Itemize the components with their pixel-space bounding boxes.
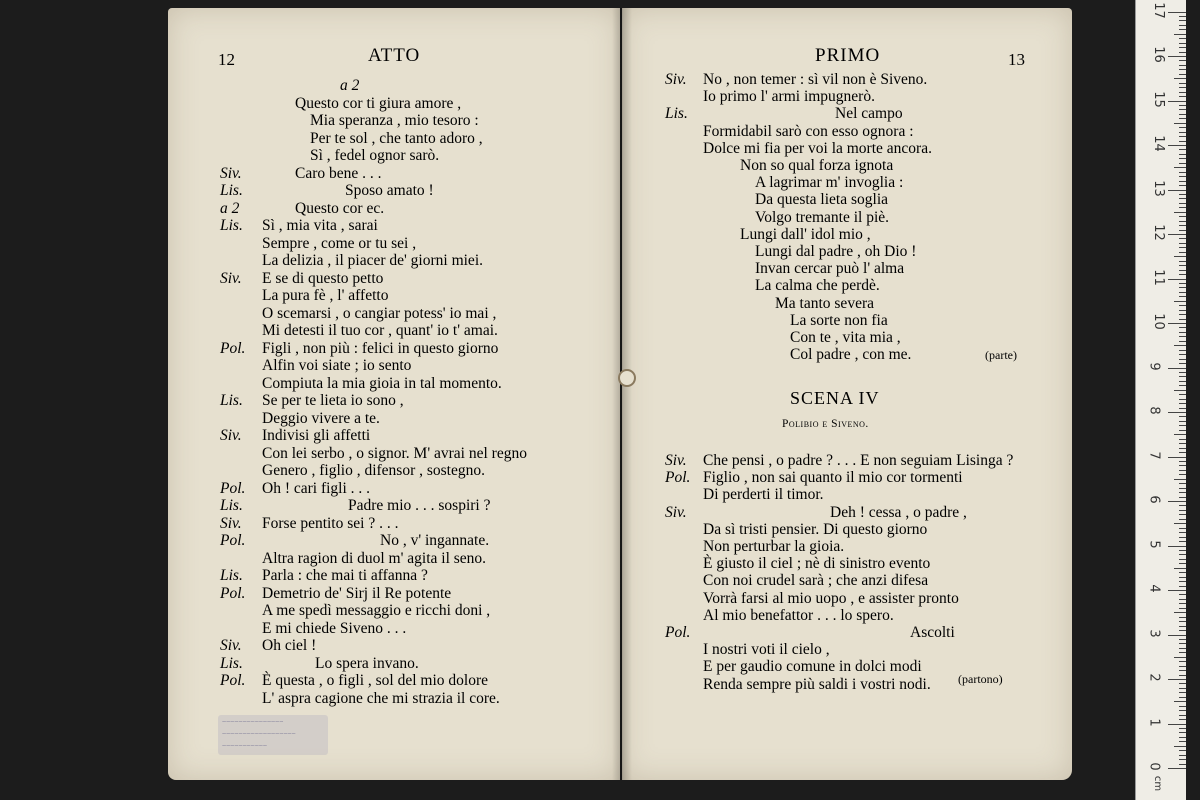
verse-line: Figli , non più : felici in questo giorno bbox=[262, 339, 499, 357]
ruler-minor-tick bbox=[1174, 167, 1186, 168]
ruler-minor-tick bbox=[1179, 675, 1186, 676]
verse-line: È giusto il ciel ; nè di sinistro evento bbox=[703, 555, 931, 573]
verse-line: Con te , vita mia , bbox=[790, 329, 901, 346]
ruler-label: 4 bbox=[1146, 584, 1162, 593]
ruler-major-tick bbox=[1168, 56, 1186, 57]
ruler-minor-tick bbox=[1179, 314, 1186, 315]
ruler-minor-tick bbox=[1179, 514, 1186, 515]
verse-line: Renda sempre più saldi i vostri nodi. bbox=[703, 675, 931, 693]
ruler-minor-tick bbox=[1179, 688, 1186, 689]
verse-line: Lungi dall' idol mio , bbox=[740, 225, 871, 243]
ruler-minor-tick bbox=[1179, 274, 1186, 275]
ruler-minor-tick bbox=[1179, 132, 1186, 133]
speaker-label: Pol. bbox=[665, 469, 691, 487]
ruler-minor-tick bbox=[1179, 737, 1186, 738]
speaker-label: Pol. bbox=[665, 624, 691, 641]
ruler-minor-tick bbox=[1174, 123, 1186, 124]
speaker-label: Siv. bbox=[220, 427, 242, 444]
ruler-minor-tick bbox=[1179, 43, 1186, 44]
ruler-minor-tick bbox=[1179, 283, 1186, 284]
verse-line: Col padre , con me. bbox=[790, 346, 912, 364]
verse-line: Deh ! cessa , o padre , bbox=[830, 503, 967, 521]
ruler-minor-tick bbox=[1179, 416, 1186, 417]
verse-line: Ascolti bbox=[910, 624, 955, 641]
verse-line: Oh ! cari figli . . . bbox=[262, 479, 371, 497]
verse-line: Oh ciel ! bbox=[262, 637, 317, 654]
ruler-minor-tick bbox=[1179, 372, 1186, 373]
ruler-minor-tick bbox=[1179, 261, 1186, 262]
verse-line: Deggio vivere a te. bbox=[262, 409, 380, 427]
ruler-minor-tick bbox=[1179, 198, 1186, 199]
ruler-minor-tick bbox=[1179, 296, 1186, 297]
verse-line: Lo spera invano. bbox=[315, 654, 419, 672]
ruler-minor-tick bbox=[1179, 403, 1186, 404]
ruler-label: 17 bbox=[1150, 1, 1166, 19]
ruler-minor-tick bbox=[1179, 203, 1186, 204]
ruler-minor-tick bbox=[1179, 381, 1186, 382]
ruler-minor-tick bbox=[1179, 83, 1186, 84]
ruler-minor-tick bbox=[1179, 586, 1186, 587]
ruler-minor-tick bbox=[1179, 265, 1186, 266]
scene-characters: Polibio e Siveno. bbox=[782, 418, 869, 430]
verse-line: A me spedì messaggio e ricchi doni , bbox=[262, 602, 491, 619]
ruler-minor-tick bbox=[1179, 163, 1186, 164]
verse-line: Volgo tremante il piè. bbox=[755, 208, 890, 226]
ruler-major-tick bbox=[1168, 323, 1186, 324]
verse-line: Formidabil sarò con esso ognora : bbox=[703, 122, 914, 140]
ruler-minor-tick bbox=[1179, 52, 1186, 53]
ruler-minor-tick bbox=[1179, 626, 1186, 627]
ruler-minor-tick bbox=[1174, 345, 1186, 346]
ruler-label: 13 bbox=[1150, 179, 1166, 197]
stage-direction-partono: (partono) bbox=[958, 672, 1003, 686]
ruler-label: 15 bbox=[1150, 90, 1166, 108]
verse-line: Invan cercar può l' alma bbox=[755, 260, 905, 278]
speaker-label: Siv. bbox=[220, 637, 242, 654]
ruler-minor-tick bbox=[1179, 510, 1186, 511]
verse-line: Dolce mi fia per voi la morte ancora. bbox=[703, 139, 932, 157]
verse-line: Questo cor ec. bbox=[295, 199, 385, 217]
verse-line: La sorte non fia bbox=[790, 311, 888, 329]
speaker-label: Lis. bbox=[220, 217, 243, 234]
stage-direction-parte: (parte) bbox=[985, 348, 1017, 362]
ruler-minor-tick bbox=[1174, 523, 1186, 524]
ruler-minor-tick bbox=[1179, 594, 1186, 595]
ruler-minor-tick bbox=[1179, 154, 1186, 155]
verse-line: Con lei serbo , o signor. M' avrai nel regno bbox=[262, 444, 527, 462]
ruler-minor-tick bbox=[1179, 670, 1186, 671]
ruler-minor-tick bbox=[1174, 612, 1186, 613]
ruler-minor-tick bbox=[1179, 554, 1186, 555]
ruler-minor-tick bbox=[1179, 109, 1186, 110]
ruler-minor-tick bbox=[1174, 568, 1186, 569]
ruler-minor-tick bbox=[1179, 38, 1186, 39]
ruler-minor-tick bbox=[1179, 715, 1186, 716]
ruler-minor-tick bbox=[1179, 532, 1186, 533]
ruler-major-tick bbox=[1168, 679, 1186, 680]
scene-title: SCENA IV bbox=[790, 388, 880, 408]
speaker-label: Pol. bbox=[220, 479, 246, 497]
ruler-label: 6 bbox=[1146, 495, 1162, 504]
verse-line: Da questa lieta soglia bbox=[755, 191, 888, 209]
ruler-minor-tick bbox=[1179, 563, 1186, 564]
ruler-major-tick bbox=[1168, 635, 1186, 636]
ruler-minor-tick bbox=[1179, 643, 1186, 644]
speaker-label: Lis. bbox=[665, 105, 688, 123]
verse-line: Lungi dal padre , oh Dio ! bbox=[755, 243, 917, 260]
ruler-minor-tick bbox=[1179, 47, 1186, 48]
ruler-label: 12 bbox=[1150, 224, 1166, 241]
ruler-minor-tick bbox=[1179, 238, 1186, 239]
ruler-minor-tick bbox=[1179, 408, 1186, 409]
speaker-label: Siv. bbox=[220, 269, 242, 287]
ruler-major-tick bbox=[1168, 101, 1186, 102]
ruler-minor-tick bbox=[1179, 243, 1186, 244]
ruler-minor-tick bbox=[1179, 399, 1186, 400]
verse-line: La calma che perdè. bbox=[755, 277, 880, 295]
ruler-minor-tick bbox=[1179, 105, 1186, 106]
ruler-minor-tick bbox=[1179, 69, 1186, 70]
ruler-minor-tick bbox=[1179, 96, 1186, 97]
ruler-minor-tick bbox=[1174, 390, 1186, 391]
ruler-minor-tick bbox=[1179, 577, 1186, 578]
book-gutter bbox=[612, 8, 632, 780]
binding-thread bbox=[618, 369, 636, 387]
verse-line: Al mio benefattor . . . lo spero. bbox=[703, 606, 894, 624]
verse-line: La pura fè , l' affetto bbox=[262, 287, 389, 304]
speaker-label: Lis. bbox=[220, 392, 243, 409]
ruler-major-tick bbox=[1168, 768, 1186, 769]
ruler-minor-tick bbox=[1179, 221, 1186, 222]
ruler-minor-tick bbox=[1179, 216, 1186, 217]
verse-line: Da sì tristi pensier. Di questo giorno bbox=[703, 520, 928, 538]
speaker-label: Pol. bbox=[220, 584, 246, 602]
ruler-minor-tick bbox=[1174, 746, 1186, 747]
ruler-minor-tick bbox=[1179, 621, 1186, 622]
verse-line: Parla : che mai ti affanna ? bbox=[262, 567, 428, 584]
measurement-ruler bbox=[1135, 0, 1186, 800]
verse-line: Con noi crudel sarà ; che anzi difesa bbox=[703, 572, 929, 590]
ruler-major-tick bbox=[1168, 234, 1186, 235]
verse-line: Forse pentito sei ? . . . bbox=[262, 514, 399, 532]
ruler-minor-tick bbox=[1179, 572, 1186, 573]
verse-line: Demetrio de' Sirj il Re potente bbox=[262, 584, 452, 602]
ruler-minor-tick bbox=[1179, 149, 1186, 150]
verse-line: No , non temer : sì vil non è Siveno. bbox=[703, 71, 928, 88]
ruler-minor-tick bbox=[1179, 483, 1186, 484]
verse-line: No , v' ingannate. bbox=[380, 532, 490, 549]
ruler-minor-tick bbox=[1179, 519, 1186, 520]
ruler-minor-tick bbox=[1179, 528, 1186, 529]
ruler-minor-tick bbox=[1174, 657, 1186, 658]
ruler-major-tick bbox=[1168, 12, 1186, 13]
ruler-minor-tick bbox=[1179, 648, 1186, 649]
speaker-label: Lis. bbox=[220, 654, 243, 672]
ruler-minor-tick bbox=[1179, 461, 1186, 462]
ruler-minor-tick bbox=[1179, 270, 1186, 271]
ruler-minor-tick bbox=[1179, 114, 1186, 115]
ruler-minor-tick bbox=[1179, 666, 1186, 667]
verse-line: Indivisi gli affetti bbox=[262, 427, 371, 444]
verse-line: Non perturbar la gioia. bbox=[703, 538, 845, 555]
ruler-major-tick bbox=[1168, 368, 1186, 369]
ruler-minor-tick bbox=[1174, 301, 1186, 302]
ruler-label: 5 bbox=[1146, 539, 1162, 549]
verse-line: E se di questo petto bbox=[262, 269, 384, 287]
verse-line: A lagrimar m' invoglia : bbox=[755, 174, 904, 192]
ruler-minor-tick bbox=[1179, 310, 1186, 311]
ruler-major-tick bbox=[1168, 145, 1186, 146]
verse-line: a 2 bbox=[340, 77, 360, 94]
ruler-minor-tick bbox=[1179, 497, 1186, 498]
ruler-minor-tick bbox=[1179, 118, 1186, 119]
ruler-minor-tick bbox=[1179, 452, 1186, 453]
ruler-minor-tick bbox=[1174, 34, 1186, 35]
ruler-minor-tick bbox=[1179, 319, 1186, 320]
ruler-minor-tick bbox=[1179, 394, 1186, 395]
speaker-label: a 2 bbox=[220, 199, 240, 217]
ruler-label: 16 bbox=[1150, 46, 1166, 63]
ruler-minor-tick bbox=[1179, 354, 1186, 355]
page-number-right: 13 bbox=[1008, 50, 1025, 69]
ruler-label: 1 bbox=[1146, 717, 1162, 727]
ruler-minor-tick bbox=[1179, 661, 1186, 662]
ruler-minor-tick bbox=[1179, 20, 1186, 21]
ruler-major-tick bbox=[1168, 590, 1186, 591]
speaker-label: Lis. bbox=[220, 567, 243, 584]
ruler-minor-tick bbox=[1179, 750, 1186, 751]
ruler-minor-tick bbox=[1174, 78, 1186, 79]
ruler-minor-tick bbox=[1179, 430, 1186, 431]
ruler-minor-tick bbox=[1179, 697, 1186, 698]
ruler-minor-tick bbox=[1179, 287, 1186, 288]
ruler-minor-tick bbox=[1174, 256, 1186, 257]
speaker-label: Siv. bbox=[665, 452, 687, 469]
verse-line: Altra ragion di duol m' agita il seno. bbox=[262, 549, 487, 567]
verse-line: O scemarsi , o cangiar potess' io mai , bbox=[262, 304, 497, 322]
ruler-major-tick bbox=[1168, 279, 1186, 280]
ruler-label: 14 bbox=[1150, 135, 1166, 152]
ruler-label: 9 bbox=[1146, 361, 1162, 371]
verse-line: I nostri voti il cielo , bbox=[703, 641, 830, 659]
verse-line: E per gaudio comune in dolci modi bbox=[703, 658, 922, 676]
ruler-minor-tick bbox=[1179, 603, 1186, 604]
ruler-minor-tick bbox=[1179, 759, 1186, 760]
verse-line: Sempre , come or tu sei , bbox=[262, 234, 417, 252]
ruler-minor-tick bbox=[1179, 719, 1186, 720]
verse-line: Padre mio . . . sospiri ? bbox=[348, 497, 491, 514]
verse-line: Questo cor ti giura amore , bbox=[295, 94, 462, 112]
verse-line: Nel campo bbox=[835, 105, 903, 123]
ruler-major-tick bbox=[1168, 546, 1186, 547]
ruler-major-tick bbox=[1168, 457, 1186, 458]
ruler-minor-tick bbox=[1179, 425, 1186, 426]
ruler-minor-tick bbox=[1179, 505, 1186, 506]
verse-line: È questa , o figli , sol del mio dolore bbox=[262, 672, 489, 689]
verse-line: Mia speranza , mio tesoro : bbox=[310, 112, 479, 129]
ruler-minor-tick bbox=[1179, 608, 1186, 609]
verse-line: Caro bene . . . bbox=[295, 164, 382, 182]
running-header-left: ATTO bbox=[368, 45, 421, 66]
verse-line: Alfin voi siate ; io sento bbox=[262, 357, 412, 374]
ruler-minor-tick bbox=[1179, 292, 1186, 293]
ruler-minor-tick bbox=[1179, 443, 1186, 444]
ruler-minor-tick bbox=[1179, 16, 1186, 17]
verse-line: Io primo l' armi impugnerò. bbox=[703, 88, 875, 106]
ruler-minor-tick bbox=[1179, 29, 1186, 30]
verse-line: Per te sol , che tanto adoro , bbox=[310, 129, 483, 147]
ruler-minor-tick bbox=[1179, 488, 1186, 489]
speaker-label: Siv. bbox=[220, 164, 242, 182]
ruler-minor-tick bbox=[1179, 599, 1186, 600]
ruler-minor-tick bbox=[1179, 692, 1186, 693]
ruler-minor-tick bbox=[1179, 194, 1186, 195]
ruler-minor-tick bbox=[1179, 448, 1186, 449]
ruler-minor-tick bbox=[1179, 332, 1186, 333]
ruler-label: 10 bbox=[1150, 313, 1166, 330]
speaker-label: Lis. bbox=[220, 182, 243, 199]
ruler-minor-tick bbox=[1179, 492, 1186, 493]
verse-line: Compiuta la mia gioia in tal momento. bbox=[262, 374, 502, 392]
ruler-minor-tick bbox=[1174, 701, 1186, 702]
verse-line: Sì , fedel ognor sarò. bbox=[310, 147, 440, 164]
ruler-minor-tick bbox=[1179, 359, 1186, 360]
page-number-left: 12 bbox=[218, 50, 235, 69]
verse-line: Genero , figlio , difensor , sostegno. bbox=[262, 462, 485, 479]
ruler-major-tick bbox=[1168, 412, 1186, 413]
ruler-minor-tick bbox=[1179, 247, 1186, 248]
ruler-minor-tick bbox=[1179, 252, 1186, 253]
ruler-label: 7 bbox=[1146, 450, 1162, 460]
verse-line: L' aspra cagione che mi strazia il core. bbox=[262, 689, 500, 707]
speaker-label: Lis. bbox=[220, 497, 243, 514]
ruler-minor-tick bbox=[1174, 479, 1186, 480]
ruler-minor-tick bbox=[1179, 176, 1186, 177]
ruler-minor-tick bbox=[1179, 439, 1186, 440]
verse-line: Non so qual forza ignota bbox=[740, 157, 894, 174]
ruler-minor-tick bbox=[1179, 74, 1186, 75]
ruler-minor-tick bbox=[1179, 639, 1186, 640]
speaker-label: Pol. bbox=[220, 339, 246, 357]
ruler-minor-tick bbox=[1179, 350, 1186, 351]
ruler-label: 0 bbox=[1146, 762, 1162, 771]
verse-line: Che pensi , o padre ? . . . E non seguiam Lisinga ? bbox=[703, 452, 1014, 469]
ruler-minor-tick bbox=[1179, 710, 1186, 711]
ruler-label: 3 bbox=[1146, 628, 1162, 638]
verse-line: E mi chiede Siveno . . . bbox=[262, 619, 407, 637]
verse-line: Mi detesti il tuo cor , quant' io t' amai. bbox=[262, 322, 498, 339]
ruler-label: 8 bbox=[1146, 406, 1162, 415]
ruler-minor-tick bbox=[1179, 207, 1186, 208]
ruler-minor-tick bbox=[1174, 434, 1186, 435]
ruler-minor-tick bbox=[1179, 732, 1186, 733]
verse-line: Se per te lieta io sono , bbox=[262, 392, 404, 409]
verse-line: Sposo amato ! bbox=[345, 182, 434, 199]
ruler-unit: cm bbox=[1152, 775, 1164, 792]
ruler-minor-tick bbox=[1179, 741, 1186, 742]
ruler-minor-tick bbox=[1179, 728, 1186, 729]
ruler-minor-tick bbox=[1179, 550, 1186, 551]
ruler-minor-tick bbox=[1179, 341, 1186, 342]
ruler-minor-tick bbox=[1179, 127, 1186, 128]
verse-line: Di perderti il timor. bbox=[703, 486, 824, 504]
ruler-minor-tick bbox=[1179, 185, 1186, 186]
ruler-label: 11 bbox=[1150, 268, 1166, 286]
ruler-label: 2 bbox=[1146, 673, 1162, 682]
ruler-minor-tick bbox=[1174, 212, 1186, 213]
speaker-label: Siv. bbox=[665, 503, 687, 521]
ruler-minor-tick bbox=[1179, 172, 1186, 173]
ruler-minor-tick bbox=[1179, 537, 1186, 538]
ruler-minor-tick bbox=[1179, 617, 1186, 618]
ruler-minor-tick bbox=[1179, 327, 1186, 328]
speaker-label: Siv. bbox=[665, 71, 687, 88]
ruler-minor-tick bbox=[1179, 706, 1186, 707]
ruler-minor-tick bbox=[1179, 465, 1186, 466]
ruler-minor-tick bbox=[1179, 630, 1186, 631]
library-stamp: ~~~~~~~~~~~~~~~ ~~~~~~~~~~~~~~~~~~ ~~~~~~~~~~~ bbox=[218, 715, 328, 755]
ruler-minor-tick bbox=[1179, 158, 1186, 159]
verse-line: La delizia , il piacer de' giorni miei. bbox=[262, 252, 483, 269]
ruler-minor-tick bbox=[1179, 376, 1186, 377]
ruler-minor-tick bbox=[1179, 541, 1186, 542]
ruler-minor-tick bbox=[1179, 683, 1186, 684]
ruler-minor-tick bbox=[1179, 470, 1186, 471]
ruler-major-tick bbox=[1168, 190, 1186, 191]
ruler-minor-tick bbox=[1179, 141, 1186, 142]
ruler-minor-tick bbox=[1179, 225, 1186, 226]
ruler-minor-tick bbox=[1179, 181, 1186, 182]
ruler-minor-tick bbox=[1179, 136, 1186, 137]
ruler-minor-tick bbox=[1179, 87, 1186, 88]
ruler-minor-tick bbox=[1179, 581, 1186, 582]
ruler-minor-tick bbox=[1179, 336, 1186, 337]
ruler-minor-tick bbox=[1179, 305, 1186, 306]
ruler-minor-tick bbox=[1179, 755, 1186, 756]
ruler-minor-tick bbox=[1179, 474, 1186, 475]
speaker-label: Siv. bbox=[220, 514, 242, 532]
ruler-minor-tick bbox=[1179, 652, 1186, 653]
ruler-minor-tick bbox=[1179, 559, 1186, 560]
speaker-label: Pol. bbox=[220, 532, 246, 549]
ruler-minor-tick bbox=[1179, 764, 1186, 765]
verse-line: Vorrà farsi al mio uopo , e assister pronto bbox=[703, 589, 959, 607]
ruler-minor-tick bbox=[1179, 25, 1186, 26]
running-header-right: PRIMO bbox=[815, 45, 881, 66]
ruler-minor-tick bbox=[1179, 363, 1186, 364]
ruler-minor-tick bbox=[1179, 230, 1186, 231]
ruler-major-tick bbox=[1168, 724, 1186, 725]
ruler-major-tick bbox=[1168, 501, 1186, 502]
ruler-minor-tick bbox=[1179, 65, 1186, 66]
ruler-minor-tick bbox=[1179, 421, 1186, 422]
ruler-minor-tick bbox=[1179, 60, 1186, 61]
ruler-minor-tick bbox=[1179, 385, 1186, 386]
verse-line: Ma tanto severa bbox=[775, 294, 874, 312]
speaker-label: Pol. bbox=[220, 672, 246, 689]
ruler-minor-tick bbox=[1179, 92, 1186, 93]
verse-line: Figlio , non sai quanto il mio cor tormenti bbox=[703, 469, 963, 487]
verse-line: Sì , mia vita , sarai bbox=[262, 217, 378, 234]
